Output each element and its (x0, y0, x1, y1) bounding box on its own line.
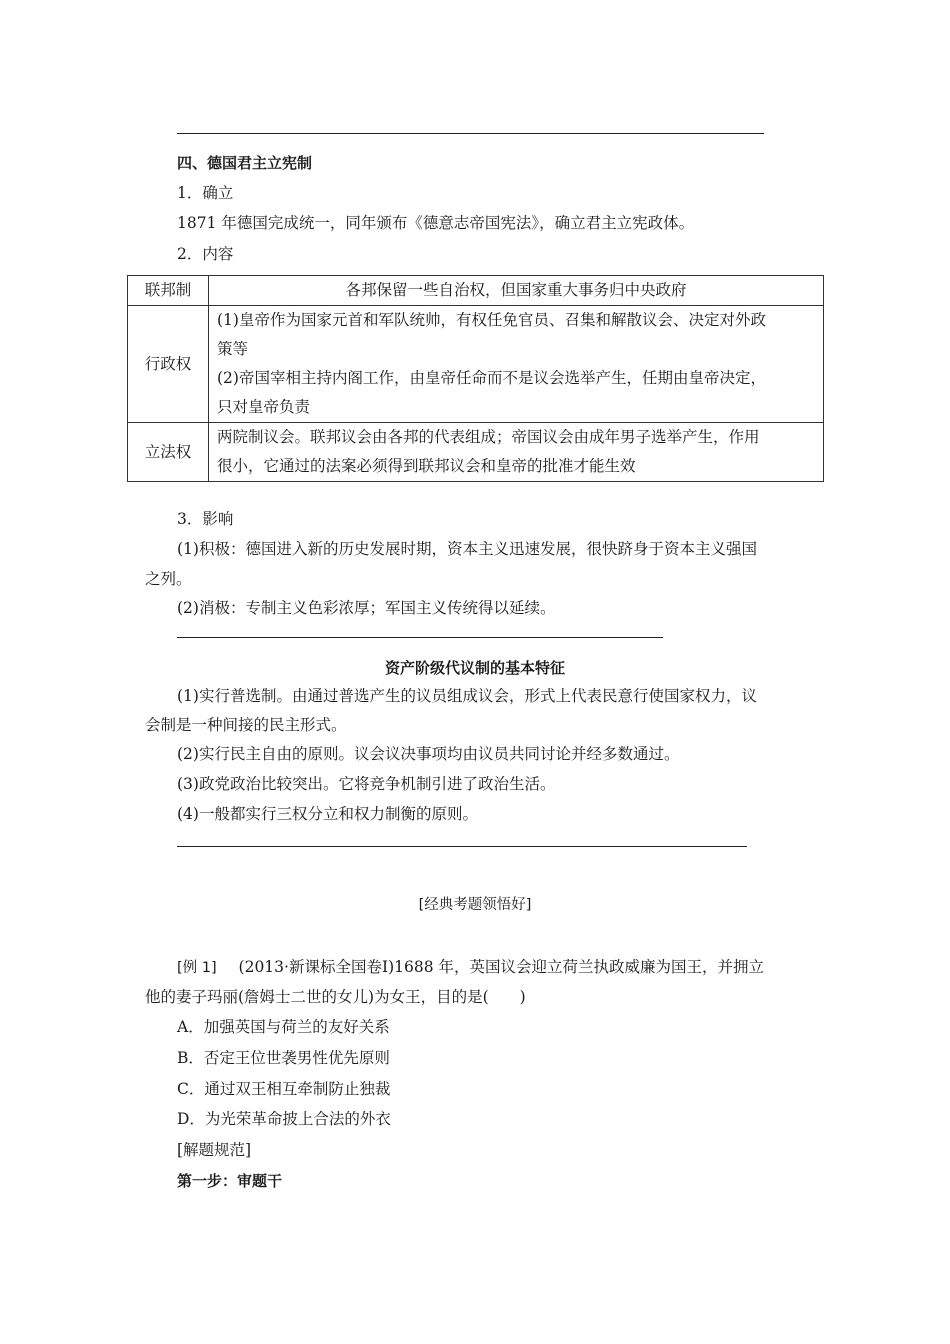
solution-title: [解题规范] (177, 1141, 252, 1159)
example-tag: [例 1] (177, 960, 217, 976)
subheading-content: 2．内容 (177, 245, 234, 263)
step-one-title: 第一步：审题干 (177, 1172, 283, 1190)
cell-line: 两院制议会。联邦议会由各邦的代表组成；帝国议会由成年男子选举产生，作用 (217, 428, 760, 446)
separator-line (177, 846, 747, 847)
option-d: D．为光荣革命披上合法的外衣 (177, 1110, 391, 1128)
content-table (127, 275, 824, 482)
question-line: 他的妻子玛丽(詹姆士二世的女儿)为女王，目的是( ) (145, 988, 526, 1006)
question-text: (2013·新课标全国卷Ⅰ)1688 年，英国议会迎立荷兰执政威廉为国王，并拥立 (238, 958, 764, 976)
option-c: C．通过双王相互牵制防止独裁 (177, 1080, 391, 1098)
table-cell (209, 306, 824, 423)
subheading-establish: 1．确立 (177, 184, 234, 202)
paragraph-line: (2)消极：专制主义色彩浓厚；军国主义传统得以延续。 (177, 599, 556, 617)
cell-line: (1)皇帝作为国家元首和军队统帅，有权任免官员、召集和解散议会、决定对外政 (217, 311, 766, 329)
cell-line: 很小，它通过的法案必须得到联邦议会和皇帝的批准才能生效 (217, 457, 636, 475)
subheading-impact: 3．影响 (177, 510, 234, 528)
separator-line (177, 133, 764, 134)
table-cell (209, 423, 824, 482)
section-heading: 四、德国君主立宪制 (177, 154, 313, 172)
cell-line: (2)帝国宰相主持内阁工作，由皇帝任命而不是议会选举产生，任期由皇帝决定， (217, 369, 766, 387)
feature-line: (1)实行普选制。由通过普选产生的议员组成议会，形式上代表民意行使国家权力，议 (177, 687, 757, 705)
table-row-head: 立法权 (128, 423, 209, 482)
paragraph-establish: 1871 年德国完成统一，同年颁布《德意志帝国宪法》，确立君主立宪政体。 (177, 214, 695, 232)
option-b: B．否定王位世袭男性优先原则 (177, 1049, 390, 1067)
cell-line: 策等 (217, 340, 249, 358)
feature-box-title: 资产阶级代议制的基本特征 (384, 659, 565, 677)
table-row-head: 联邦制 (128, 276, 209, 306)
feature-line: (3)政党政治比较突出。它将竞争机制引进了政治生活。 (177, 775, 556, 793)
feature-line: (4)一般都实行三权分立和权力制衡的原则。 (177, 805, 478, 823)
table-row (128, 306, 824, 423)
exam-section-title: [经典考题领悟好] (418, 897, 532, 913)
table-row-head: 行政权 (128, 306, 209, 423)
paragraph-line: (1)积极：德国进入新的历史发展时期，资本主义迅速发展，很快跻身于资本主义强国 (177, 540, 757, 558)
question-line (177, 957, 764, 978)
paragraph-line: 之列。 (145, 570, 192, 588)
feature-line: (2)实行民主自由的原则。议会议决事项均由议员共同讨论并经多数通过。 (177, 745, 680, 763)
table-cell: 各邦保留一些自治权，但国家重大事务归中央政府 (209, 276, 824, 306)
separator-line (177, 637, 663, 638)
table-row (128, 276, 824, 306)
option-a: A．加强英国与荷兰的友好关系 (177, 1018, 390, 1036)
cell-line: 只对皇帝负责 (217, 398, 311, 416)
table-row (128, 423, 824, 482)
feature-line: 会制是一种间接的民主形式。 (145, 716, 347, 734)
